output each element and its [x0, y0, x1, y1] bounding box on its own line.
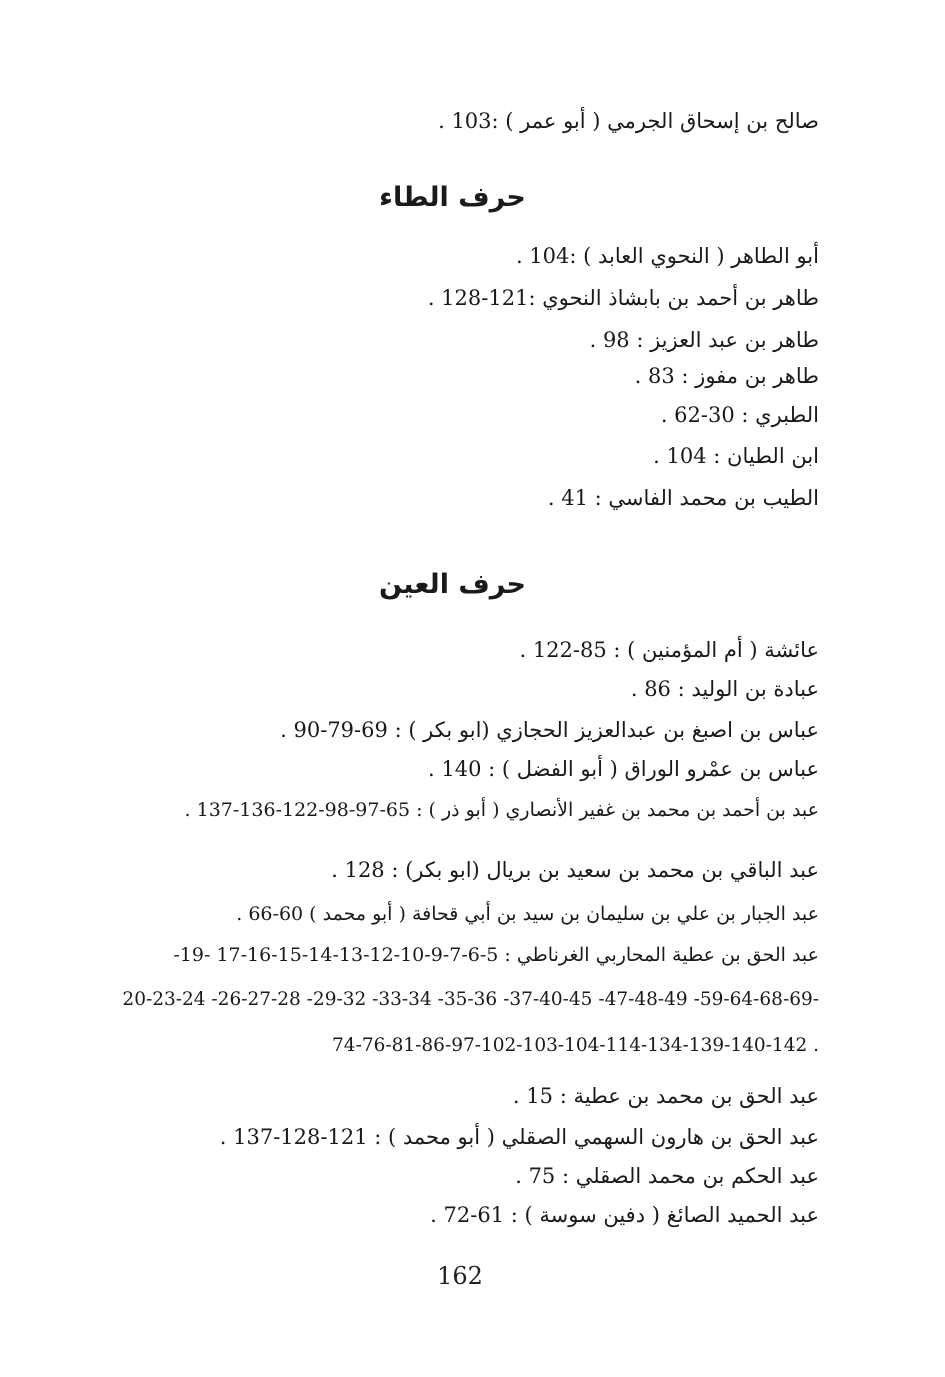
entry-ain-9: عبد الحق بن محمد بن عطية : 15 .	[512, 1084, 819, 1108]
entry-ain-3: عباس بن اصبغ بن عبدالعزيز الحجازي (ابو بكر ) : 69-79-90 .	[280, 718, 819, 742]
entry-ta-5: الطبري : 30-62 .	[660, 403, 819, 427]
entry-ta-6: ابن الطيان : 104 .	[653, 444, 819, 468]
entry-ta-1: أبو الطاهر ( النحوي العابد ) :104 .	[515, 244, 819, 268]
entry-ain-8-cont-1: 20-23-24 -26-27-28 -29-32 -33-34 -35-36 -37-40-45 -47-48-49 -59-64-68-69-	[122, 989, 819, 1010]
entry-ain-6: عبد الباقي بن محمد بن سعيد بن بريال (ابو بكر) : 128 .	[331, 858, 819, 882]
section-heading-ain: حرف العين	[379, 569, 526, 600]
entry-ain-12: عبد الحميد الصائغ ( دفين سوسة ) : 61-72 .	[430, 1203, 819, 1227]
entry-ain-8-cont-2: 74-76-81-86-97-102-103-104-114-134-139-140-142 .	[332, 1035, 819, 1056]
entry-ain-8: عبد الحق بن عطية المحاربي الغرناطي : 5-6-7-9-10-12-13-14-15-16-17 -19-	[173, 944, 819, 966]
entry-ain-2: عبادة بن الوليد : 86 .	[630, 677, 819, 701]
entry-ta-7: الطيب بن محمد الفاسي : 41 .	[547, 486, 819, 510]
entry-ta-3: طاهر بن عبد العزيز : 98 .	[589, 328, 819, 352]
entry-ain-1: عائشة ( أم المؤمنين ) : 85-122 .	[519, 638, 819, 662]
entry-ain-4: عباس بن عمْرو الوراق ( أبو الفضل ) : 140 .	[428, 757, 819, 781]
entry-ta-2: طاهر بن أحمد بن بابشاذ النحوي :121-128 .	[427, 286, 819, 310]
entry-salih: صالح بن إسحاق الجرمي ( أبو عمر ) :103 .	[438, 109, 819, 133]
section-heading-ta: حرف الطاء	[379, 182, 526, 213]
entry-ain-10: عبد الحق بن هارون السهمي الصقلي ( أبو محمد ) : 121-128-137 .	[219, 1125, 819, 1149]
page-number: 162	[437, 1262, 483, 1290]
entry-ain-5: عبد بن أحمد بن محمد بن غفير الأنصاري ( أبو ذر ) : 65-97-98-122-136-137 .	[184, 799, 819, 821]
entry-ain-11: عبد الحكم بن محمد الصقلي : 75 .	[515, 1164, 819, 1188]
entry-ta-4: طاهر بن مفوز : 83 .	[634, 364, 819, 388]
entry-ain-7: عبد الجبار بن علي بن سليمان بن سيد بن أبي قحافة ( أبو محمد ) 60-66 .	[236, 903, 819, 925]
